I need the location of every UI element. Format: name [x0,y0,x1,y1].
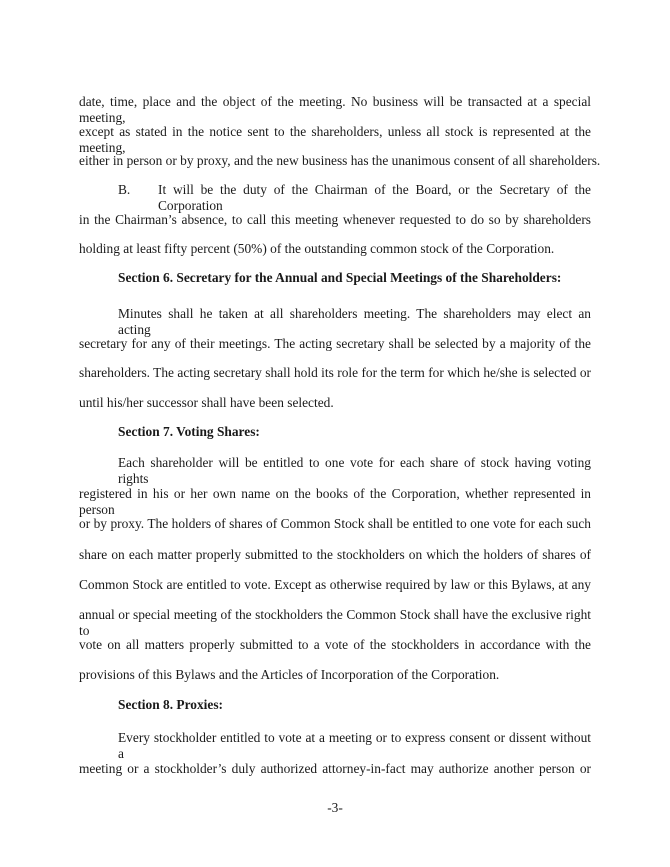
body-line: in the Chairman’s absence, to call this meeting whenever requested to do so by shareholders [79,212,591,227]
paragraph-letter: B. [118,182,131,197]
body-line: date, time, place and the object of the meeting. No business will be transacted at a special meeting, [79,94,591,125]
body-line: Each shareholder will be entitled to one vote for each share of stock having voting rights [118,455,591,486]
body-line: or by proxy. The holders of shares of Common Stock shall be entitled to one vote for each such [79,516,591,531]
body-line: shareholders. The acting secretary shall hold its role for the term for which he/she is selected or [79,365,591,380]
body-line: Every stockholder entitled to vote at a meeting or to express consent or dissent without a [118,730,591,761]
body-line: share on each matter properly submitted to the stockholders on which the holders of shares of [79,547,591,562]
body-line: either in person or by proxy, and the new business has the unanimous consent of all shareholders. [79,153,601,168]
body-line: annual or special meeting of the stockholders the Common Stock shall have the exclusive right to [79,607,591,638]
section-7-heading: Section 7. Voting Shares: [118,424,260,439]
body-line: provisions of this Bylaws and the Articles of Incorporation of the Corporation. [79,667,500,682]
page-number: -3- [327,800,343,815]
section-6-heading: Section 6. Secretary for the Annual and Special Meetings of the Shareholders: [118,270,562,285]
body-line: except as stated in the notice sent to the shareholders, unless all stock is represented at the meeting, [79,124,591,155]
body-line: secretary for any of their meetings. The acting secretary shall be selected by a majority of the [79,336,591,351]
body-line: Minutes shall he taken at all shareholders meeting. The shareholders may elect an acting [118,306,591,337]
body-line: vote on all matters properly submitted to a vote of the stockholders in accordance with the [79,637,591,652]
body-line: It will be the duty of the Chairman of the Board, or the Secretary of the Corporation [158,182,591,213]
body-line: Common Stock are entitled to vote. Except as otherwise required by law or this Bylaws, at any [79,577,591,592]
body-line: until his/her successor shall have been selected. [79,395,334,410]
body-line: registered in his or her own name on the books of the Corporation, whether represented in person [79,486,591,517]
body-line: holding at least fifty percent (50%) of the outstanding common stock of the Corporation. [79,241,555,256]
section-8-heading: Section 8. Proxies: [118,697,223,712]
body-line: meeting or a stockholder’s duly authorized attorney-in-fact may authorize another person or [79,761,591,776]
